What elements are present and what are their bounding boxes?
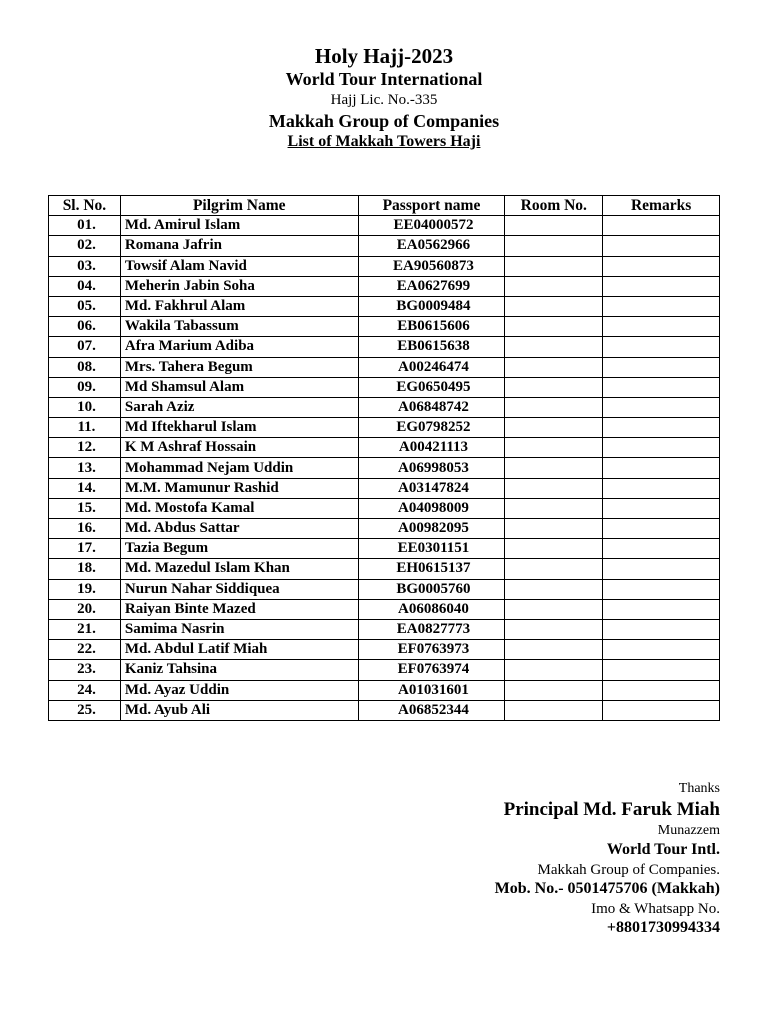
cell-passport: A00982095: [358, 519, 505, 539]
cell-passport: A00246474: [358, 357, 505, 377]
cell-pilgrim-name: Md. Abdul Latif Miah: [120, 640, 358, 660]
table-row: [49, 317, 720, 337]
cell-remarks: [603, 640, 720, 660]
list-title-wrap: [0, 133, 768, 151]
cell-passport: EG0650495: [358, 377, 505, 397]
col-header-room: Room No.: [505, 196, 603, 216]
col-header-sl: Sl. No.: [49, 196, 121, 216]
cell-sl: 01.: [49, 216, 121, 236]
cell-remarks: [603, 236, 720, 256]
cell-sl: 06.: [49, 317, 121, 337]
table-row: [49, 619, 720, 639]
cell-pilgrim-name: Mrs. Tahera Begum: [120, 357, 358, 377]
document-title: Holy Hajj-2023: [314, 44, 454, 68]
license-number: Hajj Lic. No.-335: [330, 92, 438, 108]
cell-pilgrim-name: Wakila Tabassum: [120, 317, 358, 337]
cell-remarks: [603, 619, 720, 639]
cell-pilgrim-name: Samima Nasrin: [120, 619, 358, 639]
table-row: [49, 337, 720, 357]
cell-remarks: [603, 539, 720, 559]
cell-room: [505, 256, 603, 276]
imo-label: Imo & Whatsapp No.: [591, 901, 720, 917]
cell-passport: A06086040: [358, 599, 505, 619]
cell-room: [505, 640, 603, 660]
cell-passport: EA90560873: [358, 256, 505, 276]
cell-sl: 19.: [49, 579, 121, 599]
cell-passport: A01031601: [358, 680, 505, 700]
cell-sl: 12.: [49, 438, 121, 458]
cell-remarks: [603, 700, 720, 720]
cell-pilgrim-name: Kaniz Tahsina: [120, 660, 358, 680]
table-row: [49, 397, 720, 417]
cell-room: [505, 377, 603, 397]
table-row: [49, 539, 720, 559]
cell-remarks: [603, 599, 720, 619]
cell-remarks: [603, 256, 720, 276]
cell-sl: 10.: [49, 397, 121, 417]
cell-pilgrim-name: M.M. Mamunur Rashid: [120, 478, 358, 498]
table-header-row: [49, 196, 720, 216]
cell-sl: 08.: [49, 357, 121, 377]
cell-pilgrim-name: Tazia Begum: [120, 539, 358, 559]
cell-remarks: [603, 498, 720, 518]
thanks-text: Thanks: [678, 781, 720, 796]
cell-room: [505, 357, 603, 377]
cell-sl: 20.: [49, 599, 121, 619]
signatory-role: Munazzem: [657, 823, 720, 838]
cell-remarks: [603, 680, 720, 700]
cell-passport: A06852344: [358, 700, 505, 720]
cell-remarks: [603, 276, 720, 296]
table-row: [49, 478, 720, 498]
cell-room: [505, 680, 603, 700]
cell-room: [505, 438, 603, 458]
cell-sl: 18.: [49, 559, 121, 579]
cell-passport: A06848742: [358, 397, 505, 417]
cell-remarks: [603, 397, 720, 417]
cell-room: [505, 660, 603, 680]
table-row: [49, 599, 720, 619]
cell-room: [505, 599, 603, 619]
table-row: [49, 357, 720, 377]
cell-sl: 02.: [49, 236, 121, 256]
cell-passport: EA0562966: [358, 236, 505, 256]
group-name: Makkah Group of Companies: [268, 111, 500, 131]
col-header-passport: Passport name: [358, 196, 505, 216]
table-row: [49, 216, 720, 236]
list-title: List of Makkah Towers Haji: [287, 133, 481, 150]
cell-room: [505, 539, 603, 559]
signatory-name: Principal Md. Faruk Miah: [503, 799, 720, 820]
cell-room: [505, 397, 603, 417]
col-header-remarks: Remarks: [603, 196, 720, 216]
cell-passport: BG0005760: [358, 579, 505, 599]
cell-passport: EB0615606: [358, 317, 505, 337]
cell-pilgrim-name: Afra Marium Adiba: [120, 337, 358, 357]
cell-remarks: [603, 296, 720, 316]
table-row: [49, 458, 720, 478]
cell-remarks: [603, 478, 720, 498]
cell-pilgrim-name: Md. Fakhrul Alam: [120, 296, 358, 316]
cell-pilgrim-name: Md. Ayaz Uddin: [120, 680, 358, 700]
cell-passport: EB0615638: [358, 337, 505, 357]
cell-pilgrim-name: K M Ashraf Hossain: [120, 438, 358, 458]
cell-room: [505, 458, 603, 478]
cell-room: [505, 296, 603, 316]
table-row: [49, 680, 720, 700]
cell-pilgrim-name: Md. Amirul Islam: [120, 216, 358, 236]
cell-pilgrim-name: Md. Ayub Ali: [120, 700, 358, 720]
cell-remarks: [603, 337, 720, 357]
cell-sl: 07.: [49, 337, 121, 357]
cell-room: [505, 498, 603, 518]
phone-number: +8801730994334: [606, 919, 720, 936]
cell-room: [505, 337, 603, 357]
cell-sl: 16.: [49, 519, 121, 539]
cell-remarks: [603, 438, 720, 458]
table-row: [49, 640, 720, 660]
cell-passport: EE0301151: [358, 539, 505, 559]
cell-pilgrim-name: Mohammad Nejam Uddin: [120, 458, 358, 478]
cell-pilgrim-name: Raiyan Binte Mazed: [120, 599, 358, 619]
cell-room: [505, 579, 603, 599]
cell-passport: EE04000572: [358, 216, 505, 236]
cell-pilgrim-name: Md Shamsul Alam: [120, 377, 358, 397]
table-row: [49, 276, 720, 296]
table-row: [49, 700, 720, 720]
cell-sl: 14.: [49, 478, 121, 498]
table-row: [49, 296, 720, 316]
table-row: [49, 438, 720, 458]
cell-room: [505, 619, 603, 639]
cell-sl: 11.: [49, 418, 121, 438]
signatory-group: Makkah Group of Companies.: [537, 862, 720, 878]
cell-room: [505, 236, 603, 256]
cell-sl: 03.: [49, 256, 121, 276]
cell-pilgrim-name: Md Iftekharul Islam: [120, 418, 358, 438]
cell-room: [505, 700, 603, 720]
cell-passport: BG0009484: [358, 296, 505, 316]
cell-passport: EA0627699: [358, 276, 505, 296]
cell-pilgrim-name: Md. Mostofa Kamal: [120, 498, 358, 518]
cell-passport: A00421113: [358, 438, 505, 458]
cell-passport: EF0763973: [358, 640, 505, 660]
cell-remarks: [603, 579, 720, 599]
cell-room: [505, 559, 603, 579]
cell-sl: 04.: [49, 276, 121, 296]
pilgrim-table: [48, 195, 720, 721]
cell-room: [505, 276, 603, 296]
cell-remarks: [603, 216, 720, 236]
table-row: [49, 559, 720, 579]
cell-room: [505, 478, 603, 498]
cell-passport: EA0827773: [358, 619, 505, 639]
cell-sl: 13.: [49, 458, 121, 478]
company-name: World Tour International: [285, 69, 483, 89]
cell-pilgrim-name: Romana Jafrin: [120, 236, 358, 256]
cell-sl: 15.: [49, 498, 121, 518]
cell-pilgrim-name: Nurun Nahar Siddiquea: [120, 579, 358, 599]
cell-pilgrim-name: Md. Abdus Sattar: [120, 519, 358, 539]
cell-passport: EH0615137: [358, 559, 505, 579]
cell-sl: 17.: [49, 539, 121, 559]
cell-remarks: [603, 519, 720, 539]
cell-pilgrim-name: Towsif Alam Navid: [120, 256, 358, 276]
cell-sl: 09.: [49, 377, 121, 397]
table-row: [49, 498, 720, 518]
cell-room: [505, 418, 603, 438]
table-row: [49, 377, 720, 397]
cell-sl: 21.: [49, 619, 121, 639]
table-row: [49, 236, 720, 256]
cell-sl: 25.: [49, 700, 121, 720]
cell-sl: 23.: [49, 660, 121, 680]
cell-passport: EF0763974: [358, 660, 505, 680]
mobile-number: Mob. No.- 0501475706 (Makkah): [494, 880, 720, 897]
cell-remarks: [603, 377, 720, 397]
cell-passport: A03147824: [358, 478, 505, 498]
col-header-name: Pilgrim Name: [120, 196, 358, 216]
table-row: [49, 256, 720, 276]
cell-remarks: [603, 559, 720, 579]
cell-passport: EG0798252: [358, 418, 505, 438]
signatory-org: World Tour Intl.: [606, 841, 720, 858]
cell-pilgrim-name: Meherin Jabin Soha: [120, 276, 358, 296]
cell-sl: 22.: [49, 640, 121, 660]
cell-remarks: [603, 458, 720, 478]
cell-remarks: [603, 317, 720, 337]
cell-sl: 05.: [49, 296, 121, 316]
cell-room: [505, 216, 603, 236]
table-row: [49, 660, 720, 680]
cell-remarks: [603, 660, 720, 680]
cell-remarks: [603, 418, 720, 438]
cell-room: [505, 317, 603, 337]
table-body: [49, 216, 720, 721]
cell-passport: A06998053: [358, 458, 505, 478]
table-row: [49, 418, 720, 438]
cell-remarks: [603, 357, 720, 377]
cell-pilgrim-name: Md. Mazedul Islam Khan: [120, 559, 358, 579]
cell-pilgrim-name: Sarah Aziz: [120, 397, 358, 417]
table-row: [49, 579, 720, 599]
cell-sl: 24.: [49, 680, 121, 700]
cell-passport: A04098009: [358, 498, 505, 518]
table-row: [49, 519, 720, 539]
cell-room: [505, 519, 603, 539]
